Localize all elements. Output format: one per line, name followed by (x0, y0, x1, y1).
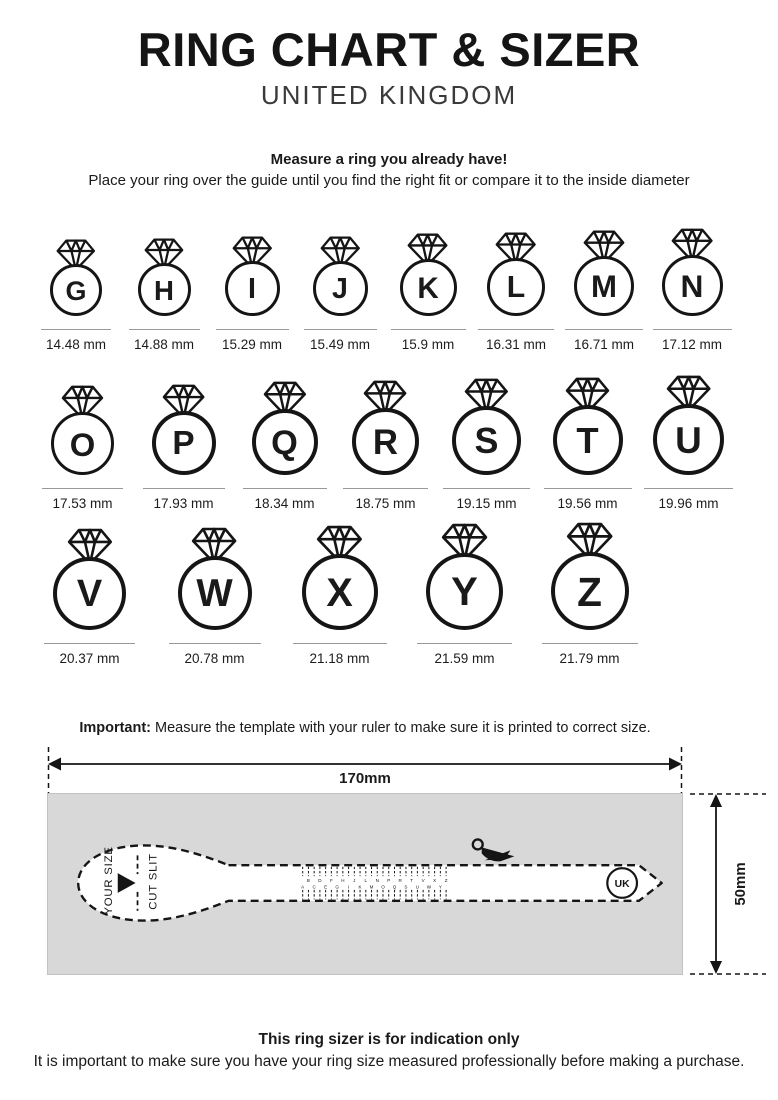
important-label: Important: (79, 720, 152, 737)
diameter-underline (129, 329, 200, 330)
ring-size-item (152, 526, 277, 666)
ring-letter: O (69, 425, 96, 463)
ring-letter: V (76, 573, 103, 616)
ring-size-item (335, 379, 436, 511)
ring-size-item (296, 235, 384, 353)
diameter-label: 15.9 mm (401, 337, 455, 353)
ring-circle (138, 263, 191, 316)
printable-template-section (0, 720, 778, 975)
ring-letter: R (372, 422, 399, 462)
scale-letter: G (335, 884, 339, 890)
diameter-label: 19.96 mm (658, 496, 719, 512)
diameter-underline (42, 488, 123, 489)
ring-letter: Z (577, 568, 602, 615)
ring-circle (662, 255, 723, 316)
ring-letter: J (332, 273, 348, 306)
diameter-underline (544, 488, 632, 489)
ring-letter: P (172, 425, 195, 463)
ring-letter: T (576, 420, 599, 462)
diameter-label: 19.56 mm (557, 496, 618, 512)
intro-text (0, 149, 778, 192)
scissors-icon (473, 840, 515, 862)
ring-circle (53, 557, 126, 630)
ring-row-2 (32, 374, 778, 511)
diameter-label: 14.88 mm (133, 337, 195, 353)
diameter-label: 21.79 mm (559, 651, 620, 667)
diameter-underline (293, 643, 387, 644)
scale-letter: A (301, 884, 305, 890)
ring-letter: K (417, 271, 439, 305)
ring-size-item (402, 522, 527, 666)
ring-row-1 (32, 227, 778, 352)
ring-size-item (436, 377, 537, 511)
diameter-underline (391, 329, 466, 330)
diameter-underline (243, 488, 327, 489)
page-subtitle: UNITED KINGDOM (260, 79, 518, 110)
ring-letter: G (65, 275, 87, 306)
important-note (47, 720, 683, 737)
diameter-label: 20.37 mm (59, 651, 120, 667)
ring-size-item (384, 232, 472, 352)
ring-size-item (120, 237, 208, 352)
footer-body: It is important to make sure you have your ring size measured professionally before making a purchase. (33, 1053, 745, 1071)
scale-letter: P (387, 878, 391, 884)
diameter-label: 19.15 mm (456, 496, 517, 512)
ring-circle (152, 411, 216, 475)
important-text: Measure the template with your ruler to make sure it is printed to correct size. (151, 720, 651, 737)
diameter-label: 14.48 mm (45, 337, 107, 353)
scale-letter: M (369, 884, 374, 890)
ring-circle (400, 259, 457, 316)
ring-size-item (537, 376, 638, 512)
diameter-underline (343, 488, 428, 489)
ring-size-item (560, 229, 648, 353)
diameter-underline (417, 643, 512, 644)
ring-letter: U (675, 419, 702, 461)
ring-size-item (277, 524, 402, 667)
page-title: RING CHART & SIZER (137, 23, 641, 76)
diameter-underline (216, 329, 289, 330)
intro-body: Place your ring over the guide until you find the right fit or compare it to the inside diameter (88, 172, 690, 190)
scale-letter: F (329, 878, 333, 884)
diameter-label: 18.34 mm (254, 496, 315, 512)
uk-badge (607, 868, 637, 898)
ring-size-item (472, 231, 560, 352)
ring-size-item (27, 527, 152, 666)
scale-letter: C (312, 884, 316, 890)
ring-size-item (234, 380, 335, 511)
intro-heading: Measure a ring you already have! (270, 150, 508, 168)
width-dimension (47, 747, 683, 793)
diameter-underline (304, 329, 377, 330)
footer-disclaimer (0, 1029, 778, 1073)
scale-letter: D (318, 878, 322, 884)
ring-size-item (638, 374, 739, 511)
scale-letter: X (433, 878, 437, 884)
ring-chart (0, 227, 778, 666)
width-dimension-label: 170mm (339, 770, 391, 788)
ring-size-item (32, 238, 120, 352)
ring-circle (653, 404, 724, 475)
height-dimension (690, 792, 778, 976)
ring-size-item (133, 383, 234, 511)
scale-letter: V (421, 878, 425, 884)
diameter-underline (44, 643, 135, 644)
ring-circle (313, 261, 368, 316)
diameter-label: 15.49 mm (309, 337, 371, 353)
diameter-label: 15.29 mm (221, 337, 283, 353)
template-print-area (47, 793, 683, 975)
height-dimension-label: 50mm (732, 862, 749, 906)
ring-circle (50, 264, 102, 316)
ring-circle (352, 408, 419, 475)
scale-letter: U (415, 884, 420, 890)
ring-letter: Y (451, 570, 478, 615)
ring-circle (553, 405, 623, 475)
ring-circle (178, 556, 252, 630)
footer-heading: This ring sizer is for indication only (258, 1031, 520, 1049)
scale-letter: Z (444, 878, 448, 884)
ring-size-item (208, 235, 296, 353)
diameter-label: 17.12 mm (661, 337, 723, 353)
ring-size-item (648, 227, 736, 352)
diameter-underline (169, 643, 261, 644)
scale-letter: K (358, 884, 362, 890)
ring-circle (225, 261, 280, 316)
ring-letter: I (248, 273, 256, 306)
ring-circle (426, 553, 503, 630)
diameter-label: 16.31 mm (485, 337, 547, 353)
ring-sizer-template (48, 794, 682, 974)
scale-letter: Q (392, 884, 397, 890)
ring-row-3 (27, 521, 778, 666)
diameter-underline (143, 488, 225, 489)
scale-letter: E (324, 884, 328, 890)
scale-letter: I (347, 884, 350, 890)
diameter-label: 17.93 mm (153, 496, 214, 512)
scale-letter: L (364, 878, 368, 884)
ring-circle (574, 256, 634, 316)
diameter-underline (443, 488, 530, 489)
scale-letter: S (404, 884, 408, 890)
scale-letter: R (398, 878, 402, 884)
ring-circle (551, 552, 629, 630)
cut-slit-label: CUT SLIT (147, 853, 160, 911)
your-size-label: YOUR SIZE (102, 846, 115, 915)
uk-badge-label: UK (614, 879, 630, 891)
scale-letter: B (306, 878, 310, 884)
ring-size-item (32, 384, 133, 511)
ring-letter: W (196, 572, 233, 616)
ring-size-item (527, 521, 652, 666)
scale-letter: Y (438, 884, 442, 890)
diameter-underline (565, 329, 643, 330)
ring-circle (252, 409, 318, 475)
ring-letter: X (326, 570, 353, 615)
ring-letter: H (154, 274, 174, 306)
diameter-underline (41, 329, 111, 330)
diameter-label: 16.71 mm (573, 337, 635, 353)
scale-letter: J (353, 878, 356, 884)
scale-letter: O (381, 884, 385, 890)
diameter-underline (653, 329, 732, 330)
ring-circle (51, 412, 114, 475)
diameter-label: 20.78 mm (184, 651, 245, 667)
ring-circle (302, 554, 378, 630)
diameter-label: 21.18 mm (309, 651, 370, 667)
ring-letter: N (680, 268, 704, 305)
scale-letter: W (426, 884, 432, 890)
sizer-outline (78, 846, 662, 921)
scale-letter: N (375, 878, 379, 884)
ring-circle (487, 258, 545, 316)
scale-letter: T (410, 878, 414, 884)
ring-letter: S (474, 421, 499, 462)
ring-letter: Q (271, 423, 298, 462)
ring-letter: L (506, 271, 526, 305)
diameter-underline (542, 643, 638, 644)
scale-letter: H (341, 878, 345, 884)
diameter-underline (478, 329, 554, 330)
ring-letter: M (591, 269, 617, 305)
diameter-underline (644, 488, 733, 489)
diameter-label: 17.53 mm (52, 496, 113, 512)
diameter-label: 18.75 mm (355, 496, 416, 512)
ring-circle (452, 406, 521, 475)
diameter-label: 21.59 mm (434, 651, 495, 667)
